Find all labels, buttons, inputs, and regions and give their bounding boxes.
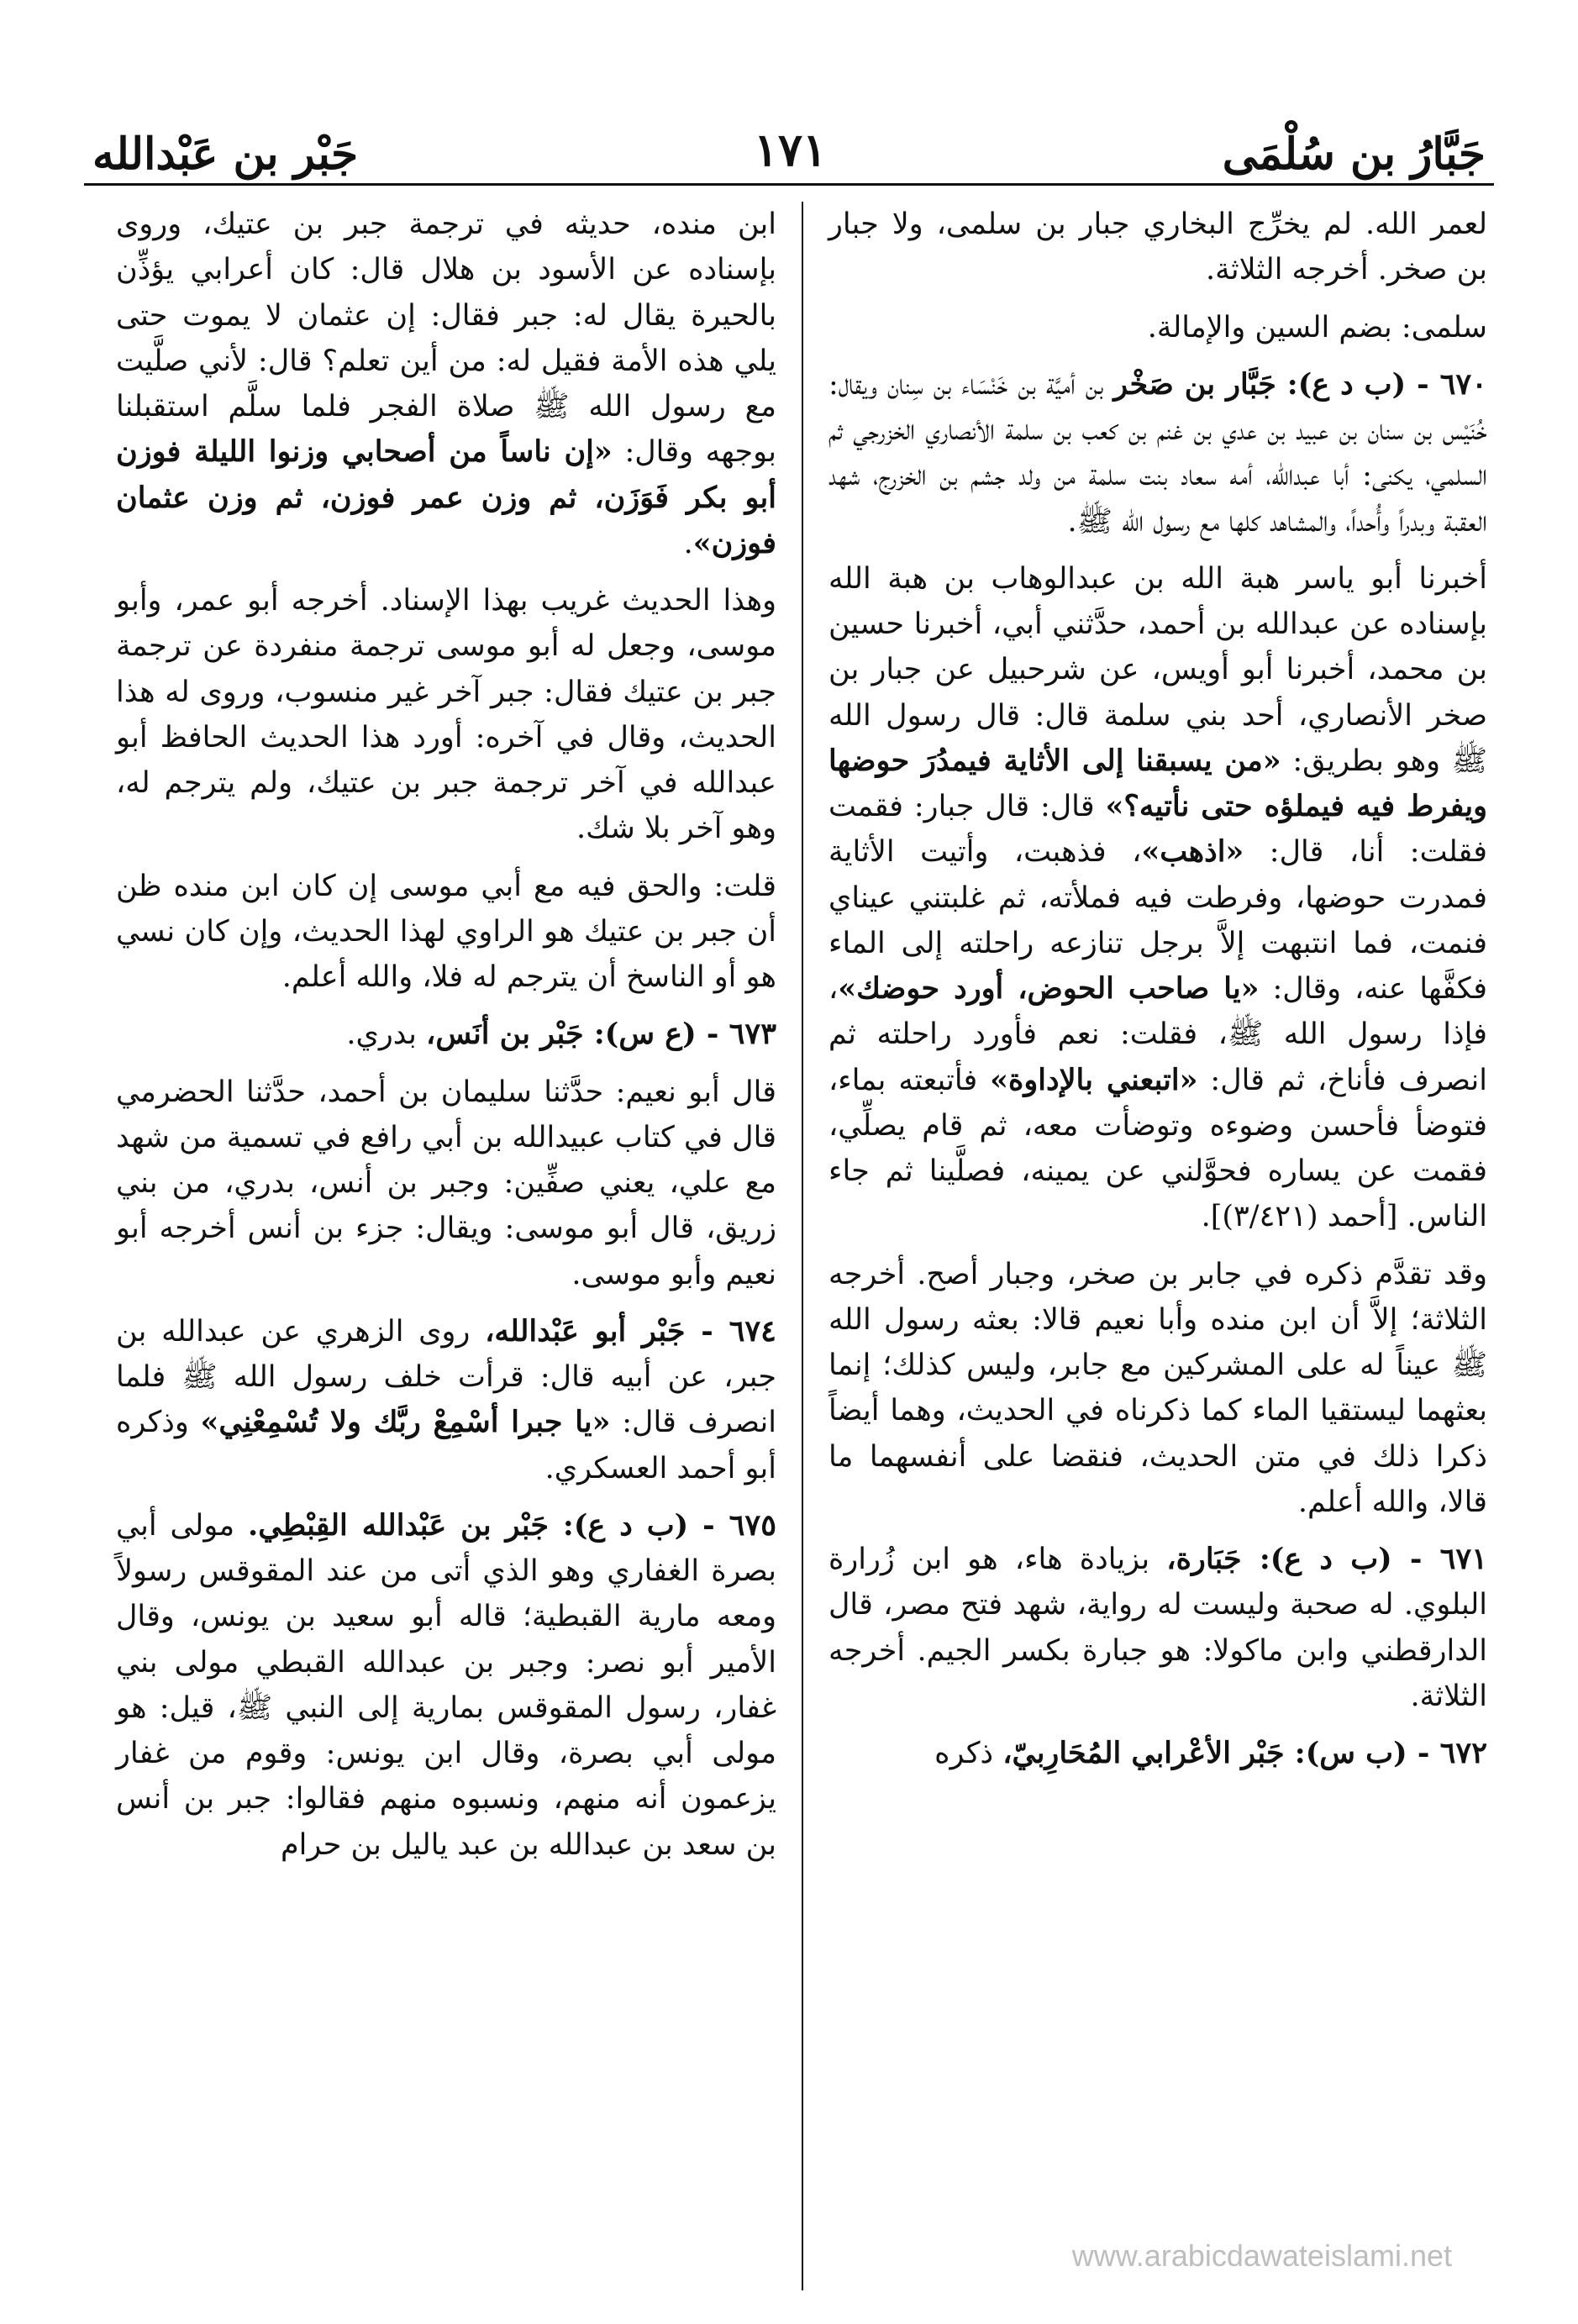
entry-heading: ٦٧٠ - (ب د ع): جَبَّار بن صَخْر [1113, 366, 1487, 402]
entry-body: بن أميَّة بن خَنْسَاء بن سِنان ويقال: خُنَيْس بن سنان بن عبيد بن عدي بن غنم بن كعب بن سلمة الأنصاري الخزرجي ثم السلمي، يكنى: أبا عبدالله، أمه سعاد بنت سلمة من ولد جشم بن الخزرج، شهد العقبة وبدراً وأُحداً، والمشاهد كلها مع رسول الله ﷺ. [828, 367, 1487, 539]
website-watermark: www.arabicdawateislami.net [1071, 2238, 1452, 2273]
text-run: قلت: والحق فيه مع أبي موسى إن كان ابن منده ظن أن جبر بن عتيك هو الراوي لهذا الحديث، وإن كان نسي هو أو الناسخ أن يترجم له فلا، والله أعلم. [116, 869, 776, 994]
paragraph [828, 556, 1487, 1240]
text-run: وذكره أبو أحمد العسكري. [116, 1406, 776, 1485]
paragraph [828, 202, 1487, 293]
running-head-right: جَبَّارُ بن سُلْمَى [1222, 129, 1486, 180]
hadith-quote: «يا صاحب الحوض، أورد حوضك» [838, 971, 1260, 1006]
text-run: لعمر الله. لم يخرِّج البخاري جبار بن سلمى، ولا جبار بن صخر. أخرجه الثلاثة. [828, 208, 1487, 287]
hadith-quote: «يا جبرا أسْمِعْ ربَّك ولا تُسْمِعْنِي» [200, 1405, 611, 1440]
text-run: قال أبو نعيم: حدَّثنا سليمان بن أحمد، حدَّثنا الحضرمي قال في كتاب عبيدالله بن أبي رافع في تسمية من شهد مع علي، يعني صفِّين: وجبر بن أنس، بدري، من بني زريق، قال أبو موسى: ويقال: جزء بن أنس أخرجه أبو نعيم وأبو موسى. [116, 1075, 776, 1291]
entry-670 [828, 362, 1487, 544]
text-run: سلمى: بضم السين والإمالة. [1147, 310, 1487, 344]
hadith-quote: «من يسبقنا إلى الأثاية فيمدُرَ حوضها ويفرط فيه فيملؤه حتى نأتيه؟» [828, 743, 1487, 823]
hadith-quote: «اتبعني بالإداوة» [990, 1062, 1198, 1097]
entry-heading: ٦٧١ - (ب د ع): جَبَارة، [1166, 1542, 1487, 1576]
entry-672 [828, 1731, 1487, 1776]
right-column [802, 202, 1494, 2290]
entry-674 [116, 1309, 776, 1491]
text-columns [84, 202, 1494, 2290]
running-head-left: جَبْر بن عَبْدالله [92, 129, 359, 180]
entry-heading: ٦٧٢ - (ب س): جَبْر الأعْرابي المُحَارِبيّ، [1002, 1736, 1487, 1770]
text-run: . [683, 526, 693, 560]
page-number: ١٧١ [753, 123, 827, 176]
entry-heading: ٦٧٤ - جَبْر أبو عَبْدالله، [485, 1313, 776, 1349]
text-run: فأتبعته بماء، فتوضأ فأحسن وضوءه وتوضأت معه، ثم قام يصلِّي، فقمت عن يساره فحوَّلني عن يمينه، فصلَّينا ثم جاء الناس. [أحمد (٣/٤٢١)]. [828, 1063, 1487, 1234]
text-run: ، فإذا رسول الله ﷺ، فقلت: نعم فأورد راحلته ثم انصرف فأناخ، ثم قال: [828, 972, 1487, 1097]
paragraph [116, 864, 776, 1001]
text-run: وهذا الحديث غريب بهذا الإسناد. أخرجه أبو عمر، وأبو موسى، وجعل له أبو موسى ترجمة منفردة عن ترجمة جبر بن عتيك فقال: جبر آخر غير منسوب، وروى له هذا الحديث، وقال في آخره: أورد هذا الحديث الحافظ أبو عبدالله في آخر ترجمة جبر بن عتيك، ولم يترجم له، وهو آخر بلا شك. [116, 584, 776, 846]
paragraph [828, 1252, 1487, 1526]
page-header [92, 101, 1486, 185]
entry-673 [116, 1012, 776, 1057]
text-run: قال: قال جبار: فقمت فقلت: أنا، قال: [828, 790, 1487, 870]
entry-heading: ٦٧٣ - (ع س): جَبْر بن أنَس، [426, 1017, 776, 1052]
paragraph [116, 1070, 776, 1297]
text-run: ابن منده، حديثه في ترجمة جبر بن عتيك، وروى بإسناده عن الأسود بن هلال قال: كان أعرابي يؤذِّن بالحيرة يقال له: جبر فقال: إن عثمان لا يموت حتى يلي هذه الأمة فقيل له: من أين تعلم؟ قال: لأني صلَّيت مع رسول الله ﷺ صلاة الفجر فلما سلَّم استقبلنا بوجهه وقال: [116, 208, 777, 470]
entry-671 [828, 1537, 1487, 1719]
entry-body: ذكره [934, 1737, 994, 1770]
text-run: ، فذهبت، وأتيت الأثاية فمدرت حوضها، وفرطت فيه فملأته، ثم غلبتني عيناي فنمت، فما انتبهت إلاَّ برجل تنازعه راحلته إلى الماء فكفَّها عنه، وقال: [828, 835, 1487, 1006]
left-column [109, 202, 802, 2290]
entry-heading: ٦٧٥ - (ب د ع): جَبْر بن عَبْدالله القِبْطِي. [248, 1507, 776, 1543]
text-run: أخبرنا أبو ياسر هبة الله بن عبدالوهاب بن هبة الله بإسناده عن عبدالله بن أحمد، حدَّثني أبي، أخبرنا حسين بن محمد، أخبرنا أبو أويس، عن شرحبيل عن جبار بن صخر الأنصاري، أحد بني سلمة قال: قال رسول الله ﷺ وهو بطريق: [828, 561, 1487, 778]
entry-body: بزيادة هاء، هو ابن زُرارة البلوي. له صحبة وليست له رواية، شهد فتح مصر، قال الدارقطني وابن ماكولا: هو جبارة بكسر الجيم. أخرجه الثلاثة. [828, 1543, 1487, 1713]
text-run: روى الزهري عن عبدالله بن جبر، عن أبيه قال: قرأت خلف رسول الله ﷺ فلما انصرف قال: [116, 1314, 776, 1440]
paragraph [828, 305, 1487, 350]
text-run: وقد تقدَّم ذكره في جابر بن صخر، وجبار أصح. أخرجه الثلاثة؛ إلاَّ أن ابن منده وأبا نعيم قالا: بعثه رسول الله ﷺ عيناً له على المشركين مع جابر، وليس كذلك؛ إنما بعثهما ليستقيا الماء كما ذكرناه في الحديث، وهما أيضاً ذكرا ذلك في متن الحديث، فنقضا على أنفسهما ما قالا، والله أعلم. [828, 1257, 1487, 1519]
hadith-quote: «إن ناساً من أصحابي وزنوا الليلة فوزن أبو بكر فَوَزَن، ثم وزن عمر فوزن، ثم وزن عثمان فوزن» [116, 434, 776, 560]
entry-675 [116, 1503, 776, 1868]
header-rule [84, 183, 1494, 186]
entry-body: بدري. [346, 1017, 417, 1052]
hadith-quote: «اذهب» [1141, 834, 1244, 870]
paragraph [116, 578, 776, 852]
paragraph [116, 202, 776, 566]
entry-body: مولى أبي بصرة الغفاري وهو الذي أتى من عند المقوقس رسولاً ومعه مارية القبطية؛ قاله أبو سعيد بن يونس، وقال الأمير أبو نصر: وجبر بن عبدالله القبطي مولى بني غفار، رسول المقوقس بمارية إلى النبي ﷺ، قيل: هو مولى أبي بصرة، وقال ابن يونس: وقوم من غفار يزعمون أنه منهم، ونسبوه منهم فقالوا: جبر بن أنس بن سعد بن عبدالله بن عبد ياليل بن حرام [116, 1508, 776, 1862]
